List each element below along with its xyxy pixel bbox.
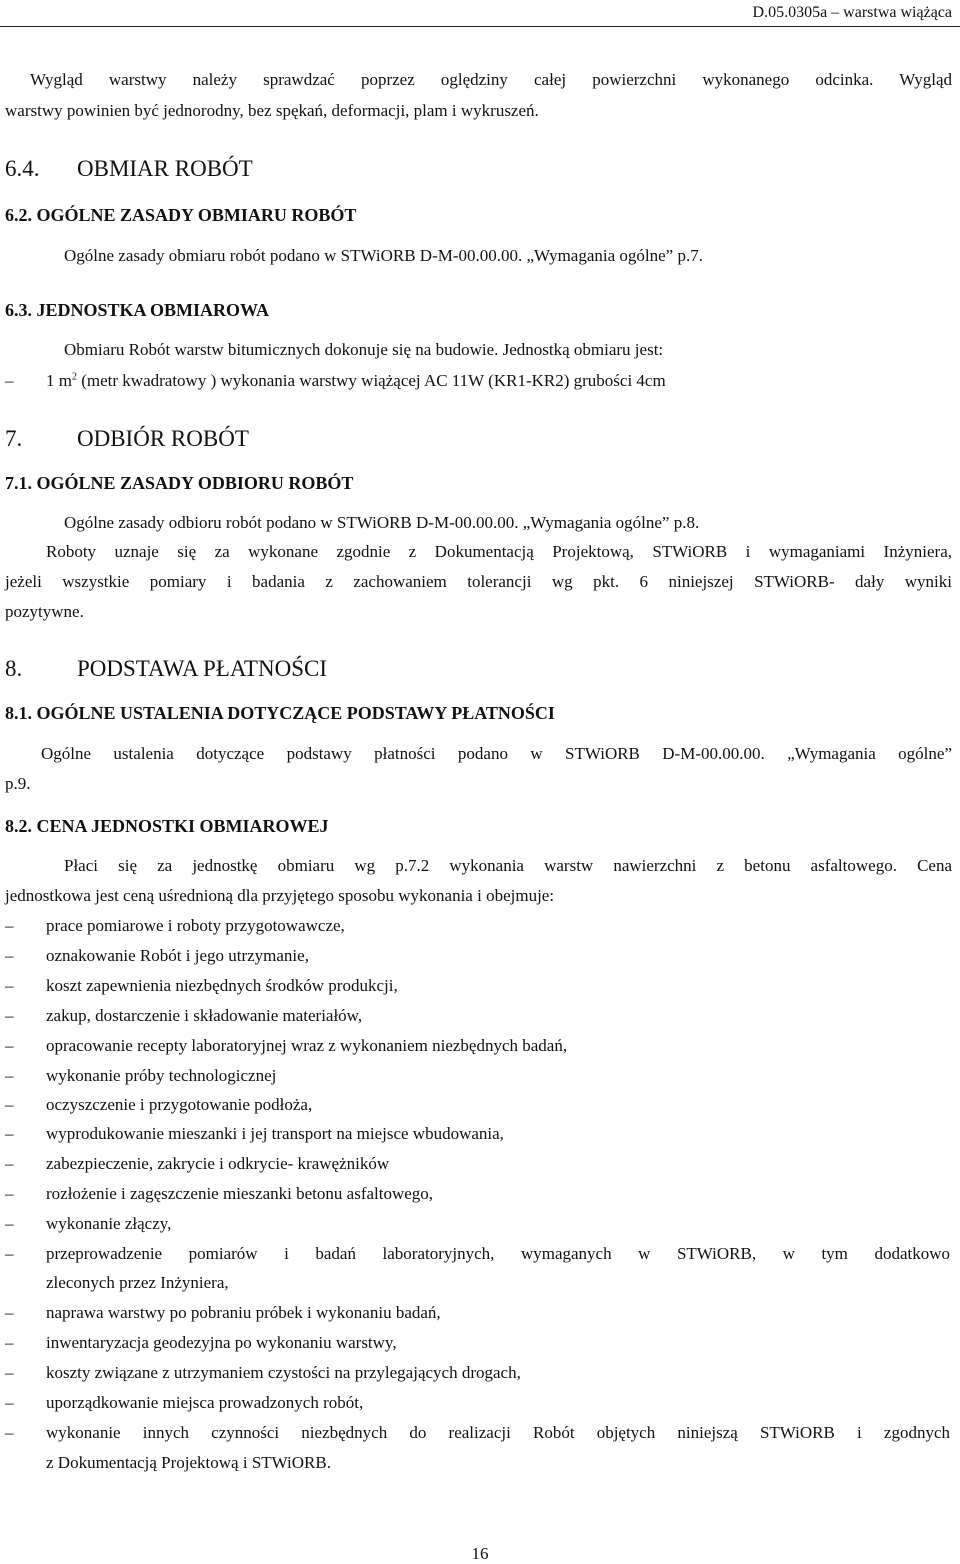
list-item-text: koszt zapewnienia niezbędnych środków produkcji, [46, 976, 398, 995]
list-item-text: rozłożenie i zagęszczenie mieszanki betonu asfaltowego, [46, 1184, 434, 1203]
section-7-1-text: Ogólne zasady odbioru robót podano w STWiORB D-M-00.00.00. „Wymagania ogólne” p.8. [64, 513, 700, 532]
list-item [5, 1066, 950, 1086]
list-item-text: oczyszczenie i przygotowanie podłoża, [46, 1095, 313, 1114]
section-7-1-paragraph-line-1: Roboty uznaje się za wykonane zgodnie z Dokumentacją Projektową, STWiORB i wymaganiami Inżyniera, [46, 542, 952, 561]
list-item [5, 1095, 950, 1115]
list-item-continuation [5, 1453, 950, 1473]
dash-bullet: – [5, 1303, 14, 1322]
list-item-text: naprawa warstwy po pobraniu próbek i wykonaniu badań, [46, 1303, 441, 1322]
dash-bullet: – [5, 371, 14, 390]
list-item [5, 1363, 950, 1383]
section-8-2-line-1: Płaci się za jednostkę obmiaru wg p.7.2 wykonania warstw nawierzchni z betonu asfaltowego. Cena [64, 856, 952, 875]
list-item [5, 1303, 950, 1323]
dash-bullet: – [5, 1154, 14, 1173]
section-8-1-heading: 8.1. OGÓLNE USTALENIA DOTYCZĄCE PODSTAWY PŁATNOŚCI [5, 703, 555, 723]
list-item-text: przeprowadzenie pomiarów i badań laboratoryjnych, wymaganych w STWiORB, w tym dodatkowo [46, 1244, 950, 1263]
section-6-3-heading: 6.3. JEDNOSTKA OBMIAROWA [5, 300, 270, 320]
section-number: 7. [5, 426, 23, 451]
list-item [5, 1333, 950, 1353]
dash-bullet: – [5, 1244, 14, 1263]
section-6-2-text: Ogólne zasady obmiaru robót podano w STWiORB D-M-00.00.00. „Wymagania ogólne” p.7. [64, 246, 703, 265]
section-title: PODSTAWA PŁATNOŚCI [77, 656, 327, 681]
dash-bullet: – [5, 1036, 14, 1055]
list-item [5, 1006, 950, 1026]
list-item-text: uporządkowanie miejsca prowadzonych robót, [46, 1393, 364, 1412]
unit-item-text: 1 $m^2$ (metr kwadratowy ) wykonania warstwy wiążącej AC 11W (KR1-KR2) grubości 4cm [46, 371, 666, 390]
list-item-text: z Dokumentacją Projektową i STWiORB. [46, 1453, 331, 1472]
dash-bullet: – [5, 1333, 14, 1352]
dash-bullet: – [5, 1066, 14, 1085]
unit-item [5, 371, 950, 391]
list-item-text: oznakowanie Robót i jego utrzymanie, [46, 946, 309, 965]
list-item [5, 1124, 950, 1144]
section-title: ODBIÓR ROBÓT [77, 426, 249, 451]
section-7-heading [5, 425, 249, 453]
list-item [5, 1154, 950, 1174]
dash-bullet: – [5, 916, 14, 935]
section-8-2-heading: 8.2. CENA JEDNOSTKI OBMIAROWEJ [5, 816, 329, 836]
list-item-text: wykonanie próby technologicznej [46, 1066, 277, 1085]
dash-bullet: – [5, 1095, 14, 1114]
dash-bullet: – [5, 1006, 14, 1025]
dash-bullet: – [5, 1423, 14, 1442]
list-item-text: zabezpieczenie, zakrycie i odkrycie- krawężników [46, 1154, 390, 1173]
list-item [5, 1214, 950, 1234]
section-number: 8. [5, 656, 23, 681]
list-item-text: wykonanie złączy, [46, 1214, 172, 1233]
list-item-continuation [5, 1273, 950, 1293]
dash-bullet: – [5, 1124, 14, 1143]
dash-bullet: – [5, 1214, 14, 1233]
page-number: 16 [471, 1544, 489, 1563]
list-item-text: wykonanie innych czynności niezbędnych do realizacji Robót objętych niniejszą STWiORB i zgodnych [46, 1423, 950, 1442]
list-item [5, 1423, 950, 1443]
section-7-1-paragraph-line-3: pozytywne. [5, 602, 84, 621]
section-number: 6.4. [5, 156, 40, 181]
list-item-text: koszty związane z utrzymaniem czystości na przylegających drogach, [46, 1363, 521, 1382]
list-item [5, 916, 950, 936]
section-7-1-heading: 7.1. OGÓLNE ZASADY ODBIORU ROBÓT [5, 473, 354, 493]
dash-bullet: – [5, 1363, 14, 1382]
section-6-2-heading: 6.2. OGÓLNE ZASADY OBMIARU ROBÓT [5, 205, 357, 225]
list-item-text: opracowanie recepty laboratoryjnej wraz z wykonaniem niezbędnych badań, [46, 1036, 568, 1055]
list-item [5, 946, 950, 966]
list-item-text: prace pomiarowe i roboty przygotowawcze, [46, 916, 345, 935]
list-item [5, 1184, 950, 1204]
dash-bullet: – [5, 1184, 14, 1203]
list-item [5, 1244, 950, 1264]
header-title: D.05.0305a – warstwa wiążąca [752, 4, 952, 21]
section-7-1-paragraph-line-2: jeżeli wszystkie pomiary i badania z zachowaniem tolerancji wg pkt. 6 niniejszej STWiORB- dały wyniki [5, 572, 952, 591]
list-item-text: wyprodukowanie mieszanki i jej transport na miejsce wbudowania, [46, 1124, 504, 1143]
dash-bullet: – [5, 946, 14, 965]
section-8-2-line-2: jednostkowa jest ceną uśrednioną dla przyjętego sposobu wykonania i obejmuje: [5, 886, 555, 905]
list-item [5, 1036, 950, 1056]
section-8-1-line-1: Ogólne ustalenia dotyczące podstawy płatności podano w STWiORB D-M-00.00.00. „Wymagania ogólne” [41, 744, 952, 763]
section-8-1-line-2: p.9. [5, 774, 31, 793]
dash-bullet: – [5, 976, 14, 995]
section-6-4-heading [5, 155, 253, 183]
dash-bullet: – [5, 1393, 14, 1412]
section-8-heading [5, 655, 327, 683]
section-6-3-text: Obmiaru Robót warstw bitumicznych dokonuje się na budowie. Jednostką obmiaru jest: [64, 340, 664, 359]
page-header [0, 0, 960, 27]
list-item-text: zleconych przez Inżyniera, [46, 1273, 229, 1292]
section-title: OBMIAR ROBÓT [77, 156, 253, 181]
list-item [5, 1393, 950, 1413]
list-item-text: zakup, dostarczenie i składowanie materiałów, [46, 1006, 363, 1025]
intro-line-2: warstwy powinien być jednorodny, bez spękań, deformacji, plam i wykruszeń. [5, 101, 539, 120]
intro-line-1: Wygląd warstwy należy sprawdzać poprzez oględziny całej powierzchni wykonanego odcinka. Wygląd [30, 70, 952, 89]
list-item-text: inwentaryzacja geodezyjna po wykonaniu warstwy, [46, 1333, 397, 1352]
list-item [5, 976, 950, 996]
